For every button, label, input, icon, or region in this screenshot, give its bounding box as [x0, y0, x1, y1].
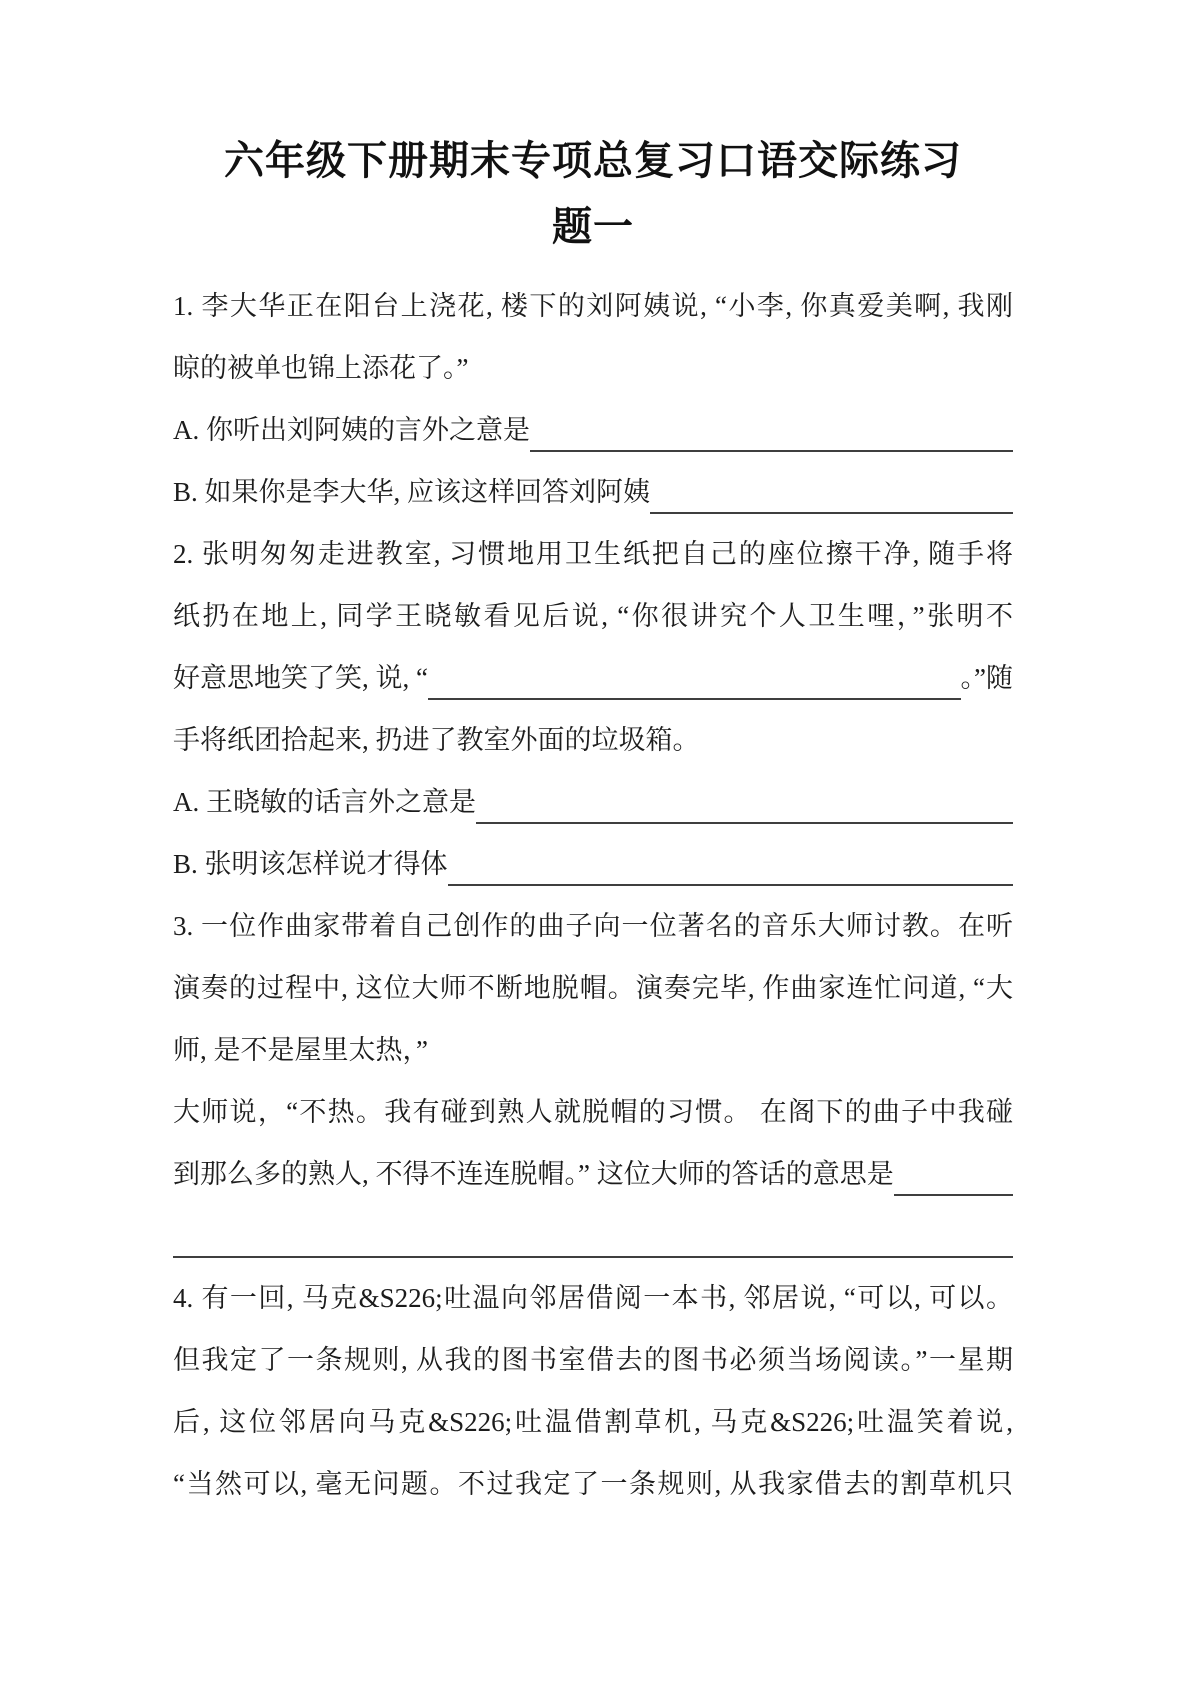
- q4-line-2-text: 但我定了一条规则, 从我的图书室借去的图书必须当场阅读。”一星期: [173, 1345, 1013, 1375]
- q2-line-2: [173, 596, 1013, 658]
- q3-line-3: [173, 1030, 1013, 1092]
- q2-line-1: [173, 534, 1013, 596]
- q2-line-1-text: 2. 张明匆匆走进教室, 习惯地用卫生纸把自己的座位擦干净, 随手将: [173, 539, 1013, 569]
- q2-line-3-text: 。”随: [960, 663, 1013, 693]
- q1-line-1: [173, 286, 1013, 348]
- q4-line-3-text: 后, 这位邻居向马克&S226;吐温借割草机, 马克&S226;吐温笑着说,: [173, 1407, 1013, 1437]
- q2-line-4: [173, 720, 1013, 782]
- q4-line-1-text: 4. 有一回, 马克&S226;吐温向邻居借阅一本书, 邻居说, “可以, 可以。: [173, 1283, 1013, 1313]
- document-title-line-1: 六年级下册期末专项总复习口语交际练习: [224, 138, 962, 183]
- document-title: [173, 128, 1013, 260]
- q3-line-1-text: 3. 一位作曲家带着自己创作的曲子向一位著名的音乐大师讨教。在听: [173, 911, 1013, 941]
- q4-line-4-text: “当然可以, 毫无问题。不过我定了一条规则, 从我家借去的割草机只: [173, 1469, 1013, 1499]
- document-title-line-2: 题一: [552, 204, 634, 249]
- q3-answer-blank-line-answer-blank: [173, 1216, 1013, 1258]
- q4-line-3: [173, 1402, 1013, 1464]
- q3-line-2-text: 演奏的过程中, 这位大师不断地脱帽。演奏完毕, 作曲家连忙问道, “大: [173, 973, 1013, 1003]
- q3-line-1: [173, 906, 1013, 968]
- q3-line-3-text: 师, 是不是屋里太热，”: [173, 1035, 428, 1065]
- q2-blank-b: [173, 844, 1013, 906]
- q3-answer-blank-line: [173, 1216, 1013, 1278]
- q1-line-1-text: 1. 李大华正在阳台上浇花, 楼下的刘阿姨说, “小李, 你真爱美啊, 我刚: [173, 291, 1013, 321]
- q1-blank-a: [173, 410, 1013, 472]
- q2-blank-a-text: A. 王晓敏的话言外之意是: [173, 787, 476, 817]
- q1-blank-b: [173, 472, 1013, 534]
- q1-blank-b-text: B. 如果你是李大华, 应该这样回答刘阿姨: [173, 477, 651, 507]
- document-body: [173, 286, 1013, 1526]
- q2-line-2-text: 纸扔在地上, 同学王晓敏看见后说, “你很讲究个人卫生哩，”张明不: [173, 601, 1013, 631]
- q1-line-2: [173, 348, 1013, 410]
- q2-blank-a: [173, 782, 1013, 844]
- page-content: [173, 128, 1013, 1526]
- q1-line-2-text: 晾的被单也锦上添花了。”: [173, 353, 469, 383]
- q3-line-5: [173, 1154, 1013, 1216]
- q3-line-4-text: 大师说，“不热。我有碰到熟人就脱帽的习惯。 在阁下的曲子中我碰: [173, 1097, 1013, 1127]
- q3-line-5-answer-blank: [894, 1154, 1013, 1196]
- q3-line-5-text: 到那么多的熟人, 不得不连连脱帽。” 这位大师的答话的意思是: [173, 1159, 894, 1189]
- q2-line-3-text: 好意思地笑了笑, 说, “: [173, 663, 428, 693]
- q3-line-4: [173, 1092, 1013, 1154]
- q4-line-2: [173, 1340, 1013, 1402]
- q2-blank-b-answer-blank: [448, 844, 1013, 886]
- q3-line-2: [173, 968, 1013, 1030]
- q2-blank-a-answer-blank: [476, 782, 1013, 824]
- q1-blank-b-answer-blank: [650, 472, 1013, 514]
- q1-blank-a-text: A. 你听出刘阿姨的言外之意是: [173, 415, 530, 445]
- q2-blank-b-text: B. 张明该怎样说才得体: [173, 849, 448, 879]
- q4-line-1: [173, 1278, 1013, 1340]
- q2-line-4-text: 手将纸团拾起来, 扔进了教室外面的垃圾箱。: [173, 725, 700, 755]
- q4-line-4: [173, 1464, 1013, 1526]
- q1-blank-a-answer-blank: [530, 410, 1013, 452]
- q2-line-3-answer-blank: [428, 658, 961, 700]
- q2-line-3: [173, 658, 1013, 720]
